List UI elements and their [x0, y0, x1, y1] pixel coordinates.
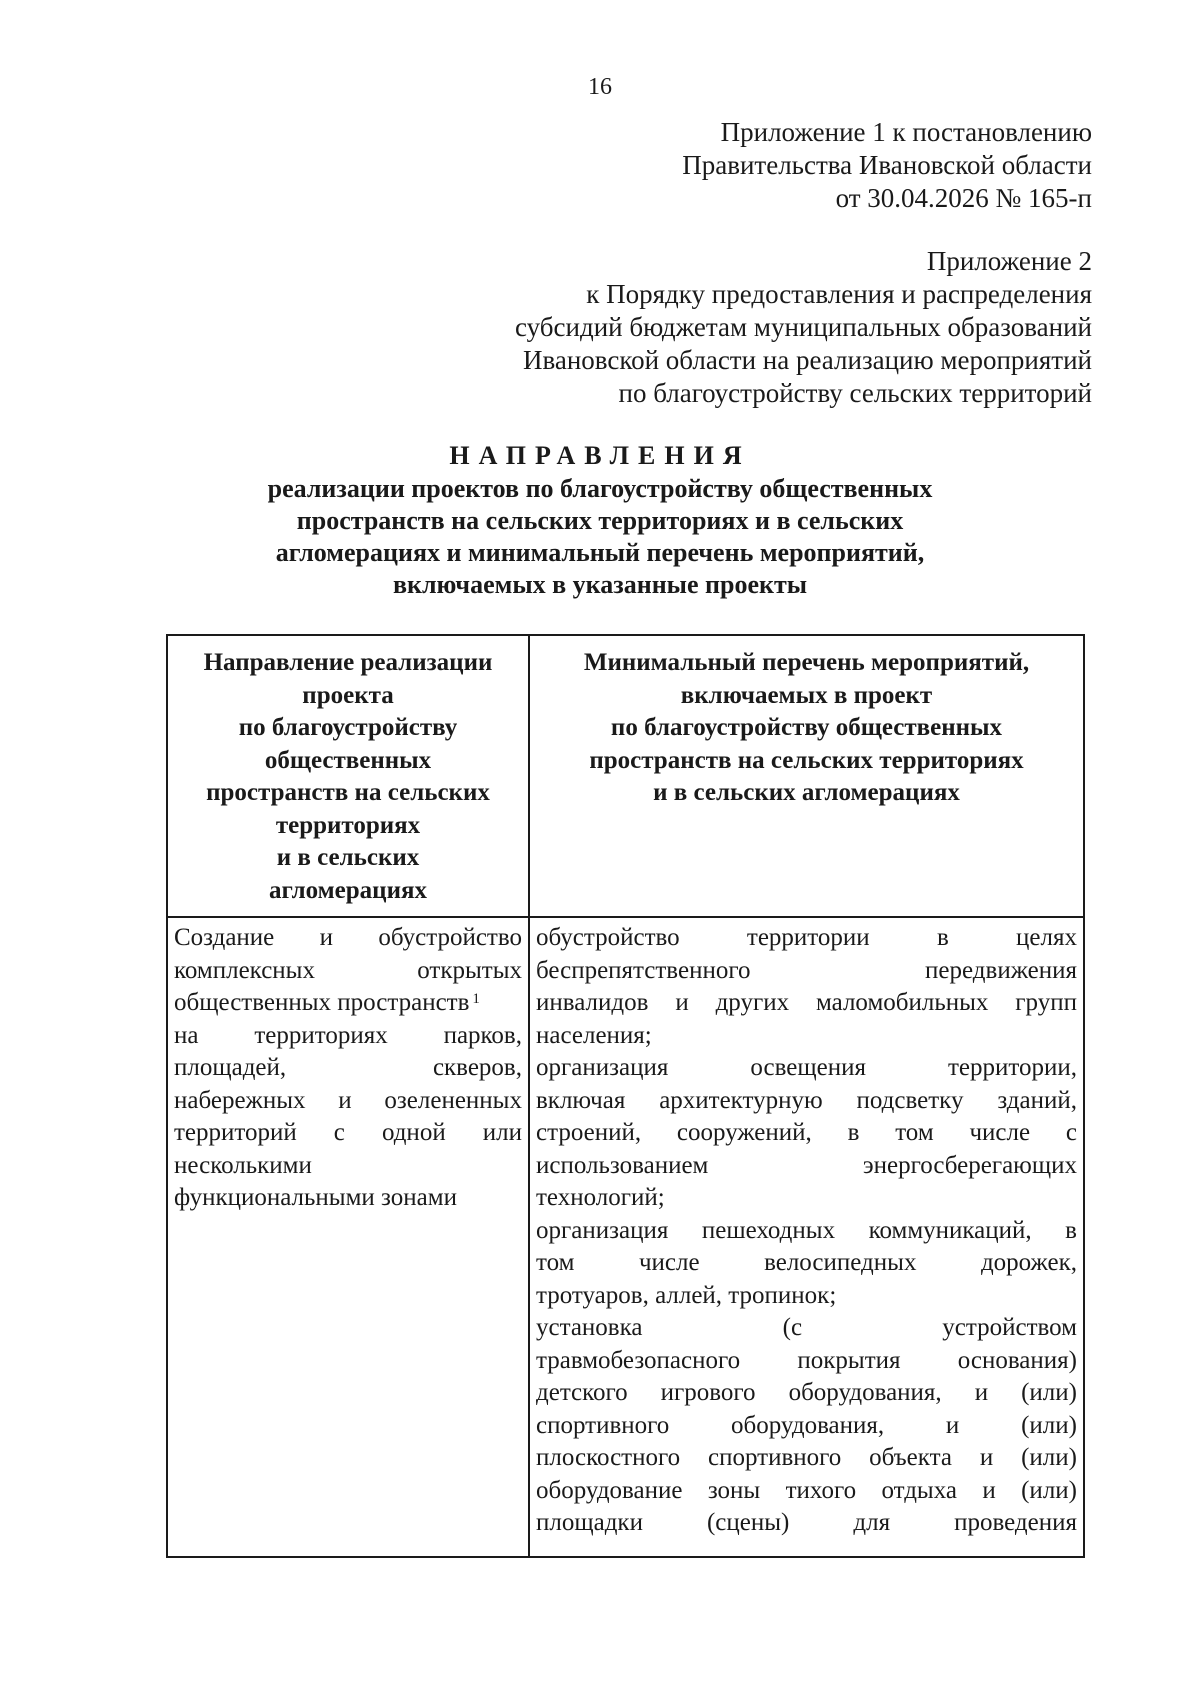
word: технологий;: [536, 1184, 665, 1211]
word: том: [536, 1249, 575, 1276]
word: установка: [536, 1314, 643, 1341]
text-line: [536, 987, 1077, 1020]
word: дорожек,: [980, 1249, 1077, 1276]
word: населения;: [536, 1021, 652, 1049]
word: покрытия: [797, 1346, 901, 1374]
word: комплексных: [174, 956, 315, 984]
word: парков,: [443, 1021, 522, 1049]
word: плоскостного: [536, 1444, 681, 1471]
text-line: [536, 1475, 1077, 1508]
word: объекта: [869, 1444, 952, 1471]
word: детского: [536, 1379, 628, 1406]
footnote-mark: 1: [472, 991, 480, 1007]
word: пешеходных: [701, 1216, 836, 1244]
word: с: [1065, 1119, 1077, 1146]
word: площадки: [536, 1509, 643, 1536]
header-line: по благоустройству: [238, 714, 458, 741]
header-line: и в сельских агломерациях: [653, 779, 960, 806]
text-line: [536, 1215, 1077, 1248]
text-line: [536, 1410, 1077, 1443]
word: и: [982, 1476, 996, 1504]
word: целях: [1016, 924, 1077, 951]
text-line: [536, 1280, 1077, 1313]
header-cell-direction: [167, 635, 529, 917]
appendix-1-header: [682, 116, 1092, 215]
word: в: [847, 1119, 860, 1146]
text-line: [174, 1085, 522, 1118]
word: групп: [1015, 989, 1077, 1016]
word: (или): [1021, 1444, 1077, 1471]
text-line: [536, 1247, 1077, 1280]
title-main: НАПРАВЛЕНИЯ: [449, 441, 751, 470]
word: зданий,: [997, 1086, 1077, 1114]
header-line: территориях: [275, 811, 421, 839]
word: в: [936, 924, 949, 951]
text-line: [536, 1442, 1077, 1475]
word: для: [853, 1509, 891, 1536]
word: устройством: [942, 1314, 1077, 1341]
text-line: [536, 1150, 1077, 1183]
word: инвалидов: [536, 989, 649, 1016]
header-line: включаемых в проект: [680, 681, 933, 709]
appendix-1-line: Правительства Ивановской области: [682, 150, 1092, 180]
word: передвижения: [925, 956, 1077, 984]
word: и: [945, 1411, 960, 1439]
word: проведения: [954, 1509, 1077, 1536]
appendix-2-header: [515, 245, 1092, 410]
word: энергосберегающих: [862, 1151, 1077, 1179]
word: других: [715, 989, 790, 1016]
appendix-1-line: от 30.04.2026 № 165-п: [835, 183, 1092, 213]
header-line: пространств на сельских: [206, 779, 490, 806]
word: основания): [957, 1346, 1077, 1374]
word: маломобильных: [815, 989, 989, 1016]
title-subline: пространств на сельских территориях и в сельских: [296, 506, 904, 535]
text-line: [174, 1117, 522, 1150]
word: организация: [536, 1054, 669, 1081]
word: и: [979, 1444, 994, 1471]
word: том: [895, 1119, 934, 1146]
text-line: [536, 1312, 1077, 1345]
word: беспрепятственного: [536, 956, 751, 984]
title-subline: реализации проектов по благоустройству общественных: [267, 474, 933, 503]
word: (с: [782, 1314, 803, 1341]
word: или: [482, 1119, 522, 1146]
text-line: [536, 1052, 1077, 1085]
word: обустройство: [378, 924, 522, 951]
page-number: 16: [588, 74, 612, 100]
word: оборудование: [536, 1476, 683, 1504]
header-line: Минимальный перечень мероприятий,: [583, 649, 1030, 676]
word: сооружений,: [676, 1119, 812, 1146]
appendix-2-line: Ивановской области на реализацию мероприятий: [522, 345, 1092, 375]
text-line: [536, 1085, 1077, 1118]
word: обустройство: [536, 924, 680, 951]
appendix-2-line: субсидий бюджетам муниципальных образований: [515, 312, 1092, 342]
word: коммуникаций,: [868, 1216, 1032, 1244]
word: и: [319, 924, 334, 951]
word: общественных пространств: [174, 989, 470, 1016]
word: (или): [1021, 1411, 1077, 1439]
word: и: [974, 1379, 989, 1406]
text-line: [174, 1182, 522, 1215]
word: территории: [746, 924, 870, 951]
word: на: [174, 1021, 199, 1049]
word: одной: [381, 1119, 446, 1146]
table-row: [167, 917, 1084, 1557]
word: с: [333, 1119, 345, 1146]
word: скверов,: [432, 1054, 522, 1081]
word: площадей,: [174, 1054, 287, 1081]
word: архитектурную: [659, 1086, 823, 1114]
text-line: [536, 1117, 1077, 1150]
header-line: по благоустройству общественных: [610, 714, 1003, 741]
word: и: [675, 989, 689, 1016]
word: озелененных: [384, 1086, 522, 1114]
word: (сцены): [706, 1509, 790, 1536]
text-line: [536, 1020, 1077, 1053]
word: территориях: [254, 1021, 388, 1049]
word: тихого: [785, 1476, 857, 1504]
header-line: Направление реализации: [203, 649, 493, 676]
word: оборудования,: [731, 1411, 885, 1439]
word: набережных: [174, 1086, 306, 1114]
text-line: [536, 955, 1077, 988]
word: Создание: [174, 924, 275, 951]
text-line: [174, 987, 522, 1020]
text-line: [536, 922, 1077, 955]
word: спортивного: [536, 1411, 670, 1439]
text-line: [536, 1345, 1077, 1378]
word: включая: [536, 1086, 626, 1114]
word: территорий: [174, 1119, 297, 1146]
title-subline: агломерациях и минимальный перечень мероприятий,: [275, 538, 925, 567]
word: игрового: [660, 1379, 756, 1406]
word: территории,: [947, 1054, 1077, 1081]
word: спортивного: [708, 1444, 842, 1471]
text-line: [174, 955, 522, 988]
header-line: пространств на сельских территориях: [589, 746, 1024, 774]
text-line: [536, 1377, 1077, 1410]
table-header-row: [167, 635, 1084, 917]
appendix-2-line: Приложение 2: [926, 246, 1092, 276]
direction-cell: [167, 917, 529, 1557]
directions-table: [166, 634, 1085, 1558]
word: функциональными зонами: [174, 1184, 457, 1211]
text-line: [174, 1020, 522, 1053]
title-subline: включаемых в указанные проекты: [392, 570, 808, 599]
header-line: и в сельских: [276, 844, 420, 871]
word: строений,: [536, 1119, 642, 1146]
word: числе: [638, 1249, 700, 1276]
word: подсветку: [856, 1086, 964, 1114]
word: оборудования,: [788, 1379, 942, 1406]
header-line: агломерациях: [269, 876, 427, 904]
word: отдыха: [881, 1476, 957, 1504]
word: зоны: [707, 1476, 761, 1504]
word: (или): [1021, 1379, 1077, 1406]
appendix-2-line: к Порядку предоставления и распределения: [586, 279, 1092, 309]
text-line: [536, 1507, 1077, 1540]
measures-cell: [529, 917, 1084, 1557]
word: и: [338, 1086, 352, 1114]
word: велосипедных: [764, 1249, 917, 1276]
header-line: общественных: [264, 746, 432, 774]
word: открытых: [417, 956, 522, 984]
document-title: [150, 440, 1050, 601]
text-line: [174, 922, 522, 955]
word: освещения: [750, 1054, 866, 1081]
word: в: [1065, 1216, 1077, 1244]
header-line: проекта: [302, 681, 394, 709]
word: использованием: [536, 1151, 709, 1179]
word: организация: [536, 1216, 669, 1244]
text-line: [174, 1150, 522, 1183]
appendix-2-line: по благоустройству сельских территорий: [618, 378, 1092, 408]
word: несколькими: [174, 1151, 312, 1179]
word: числе: [969, 1119, 1031, 1146]
word: (или): [1021, 1476, 1077, 1504]
text-line: [536, 1182, 1077, 1215]
word: травмобезопасного: [536, 1346, 741, 1374]
appendix-1-line: Приложение 1 к постановлению: [720, 117, 1092, 147]
word: тротуаров, аллей, тропинок;: [536, 1281, 837, 1309]
text-line: [174, 1052, 522, 1085]
header-cell-measures: [529, 635, 1084, 917]
